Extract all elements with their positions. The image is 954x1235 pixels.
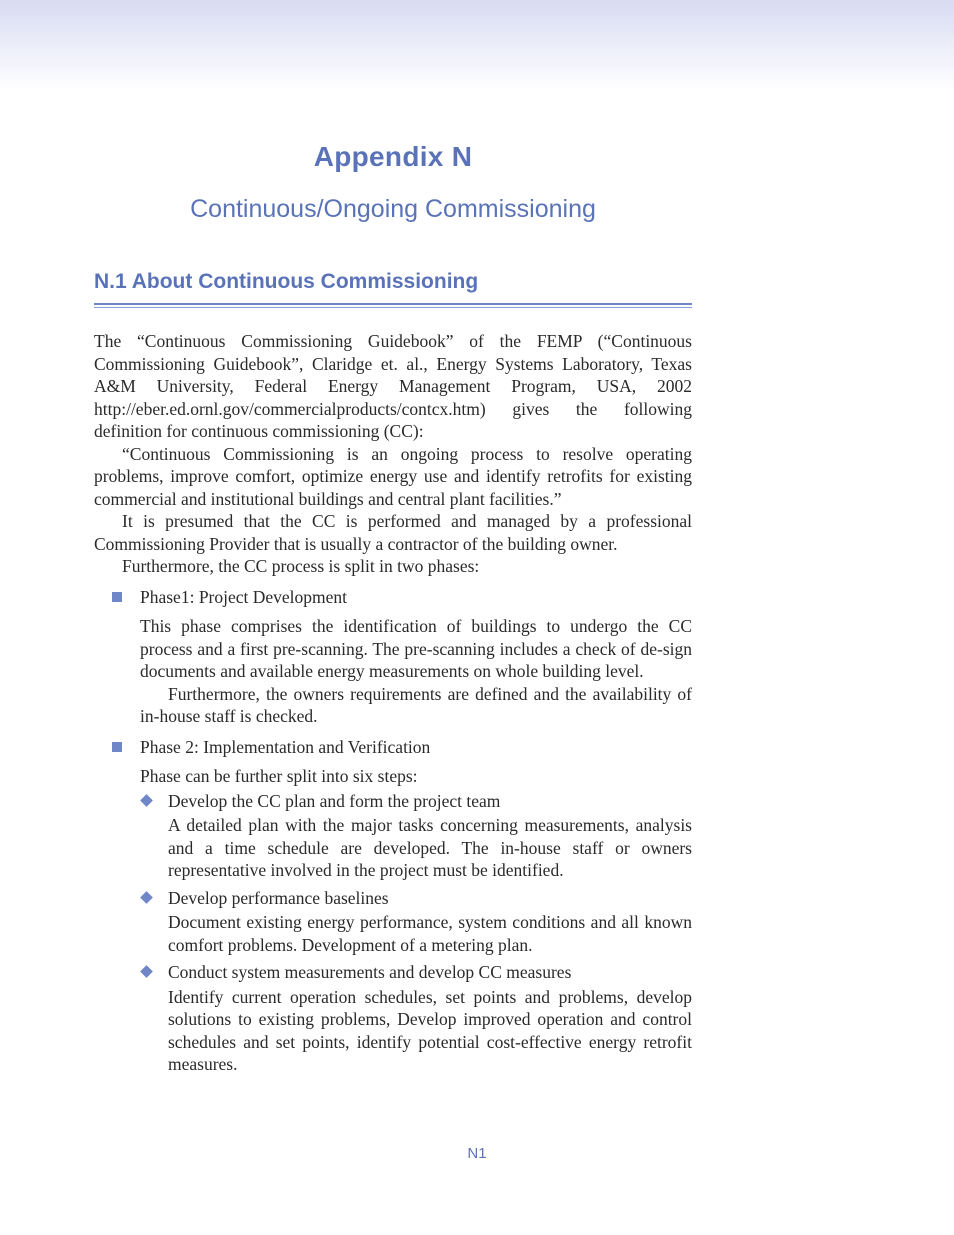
section-rule [94,303,692,305]
section-heading: N.1 About Continuous Commissioning [94,270,479,293]
step-description: Document existing energy performance, system conditions and all known comfort problems. Development of a metering plan. [168,912,692,955]
phase2-intro: Phase can be further split into six steps: [140,766,418,786]
step-description: A detailed plan with the major tasks concerning measurements, analysis and a time schedule are developed. The in-house staff or owners representative involved in the project must be identified. [168,815,692,880]
step-item [94,961,692,984]
step-item [94,790,692,813]
header-band [0,0,954,90]
paragraph-quote: “Continuous Commissioning is an ongoing process to resolve operating problems, improve comfort, optimize energy use and identify retrofits for existing commercial and institutional buildings and central plant facilities.” [94,443,692,509]
appendix-subtitle: Continuous/Ongoing Commissioning [190,195,596,223]
appendix-title: Appendix N [313,141,473,172]
diamond-bullet-icon [140,891,153,904]
body-text [94,330,692,1081]
section-rule-thin [94,307,692,308]
diamond-bullet-icon [140,965,153,978]
phase1-description-2: Furthermore, the owners requirements are defined and the availability of in-house staff is checked. [140,683,692,726]
paragraph-definition-intro: The “Continuous Commissioning Guidebook” of the FEMP (“Continuous Commissioning Guidebook”, Claridge et. al., Energy Systems Laboratory, Texas A&M University, Federal Energy Management Program, USA, 2002 http://eber.ed.ornl.gov/commercialproducts/contcx.htm) gives the following definition for continuous commissioning (CC): [94,331,692,441]
phase1-label: Phase1: Project Development [140,586,348,607]
step-title: Conduct system measurements and develop CC measures [168,962,572,982]
square-bullet-icon [112,742,122,752]
step-title: Develop performance baselines [168,887,389,908]
step-title: Develop the CC plan and form the project team [168,790,501,811]
diamond-bullet-icon [140,794,153,807]
page-number: N1 [467,1145,487,1162]
phase2-label: Phase 2: Implementation and Verification [140,736,431,757]
phase1-description: This phase comprises the identification of buildings to undergo the CC process and a first pre-scanning. The pre-scanning includes a check of de-sign documents and available energy measurements on whole building level. [140,616,692,681]
step-item [94,887,692,910]
paragraph-provider: It is presumed that the CC is performed and managed by a professional Commissioning Provider that is usually a contractor of the building owner. [94,511,692,554]
list-item-phase2 [94,736,692,759]
square-bullet-icon [112,592,122,602]
list-item-phase1 [94,586,692,609]
paragraph-phases-intro: Furthermore, the CC process is split in two phases: [122,556,480,576]
step-description: Identify current operation schedules, set points and problems, develop solutions to existing problems, Develop improved operation and control schedules and set points, identify potential cost-effective energy retrofit measures. [168,986,692,1074]
